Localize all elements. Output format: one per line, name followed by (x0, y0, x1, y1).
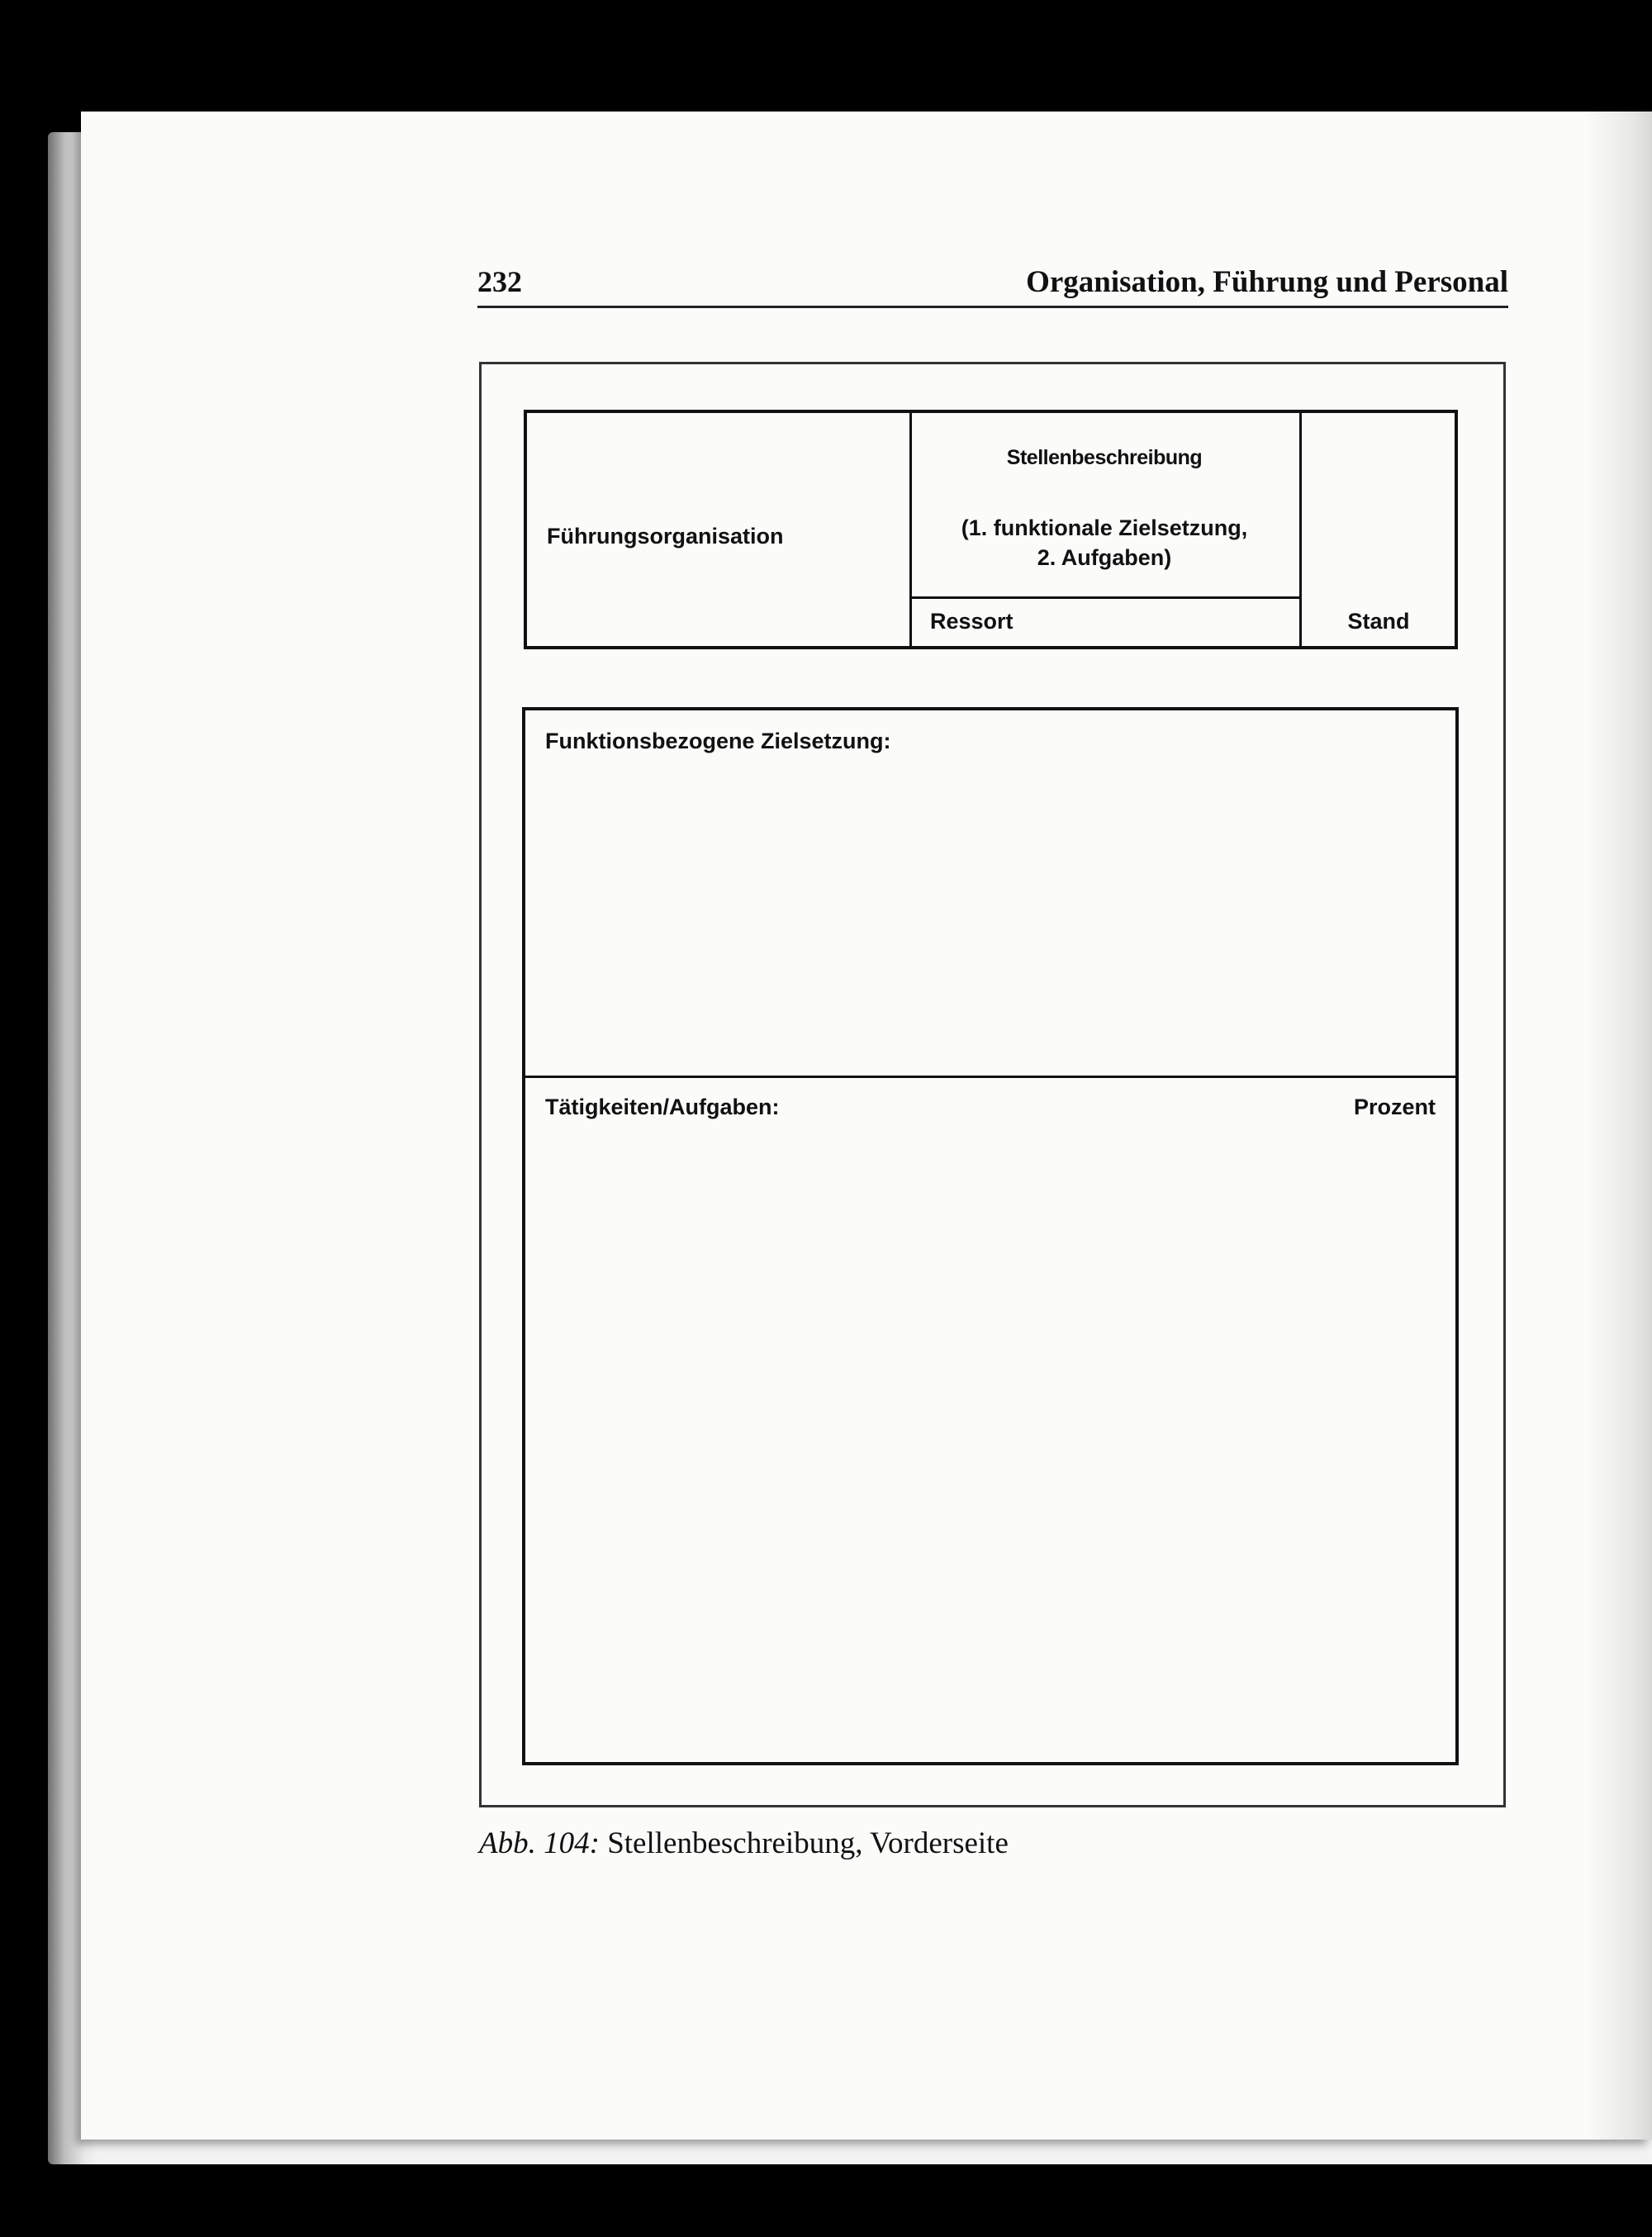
caption-text: Stellenbeschreibung, Vorderseite (607, 1826, 1009, 1860)
figure-caption (479, 1826, 1009, 1861)
tasks-section-label: Tätigkeiten/Aufgaben: (545, 1095, 780, 1119)
form-body-box (522, 707, 1459, 1765)
form-subtitle-line-1: (1. funktionale Zielsetzung, (961, 515, 1248, 540)
running-head: Organisation, Führung und Personal (1026, 265, 1508, 299)
header-rule (477, 306, 1508, 308)
form-header-table (524, 410, 1458, 649)
organisation-label: Führungsorganisation (547, 524, 784, 549)
form-title: Stellenbeschreibung (1006, 446, 1203, 469)
page-gutter-shadow (1586, 112, 1652, 2140)
goal-section-label: Funktionsbezogene Zielsetzung: (545, 729, 891, 753)
page-number: 232 (477, 265, 522, 298)
caption-prefix: Abb. 104: (479, 1826, 600, 1860)
stand-label: Stand (1347, 609, 1410, 634)
ressort-label: Ressort (930, 609, 1014, 634)
header-divider-horizontal (909, 596, 1299, 599)
section-divider (525, 1076, 1455, 1078)
form-subtitle-line-2: 2. Aufgaben) (1037, 545, 1172, 570)
percent-column-label: Prozent (1353, 1095, 1436, 1119)
